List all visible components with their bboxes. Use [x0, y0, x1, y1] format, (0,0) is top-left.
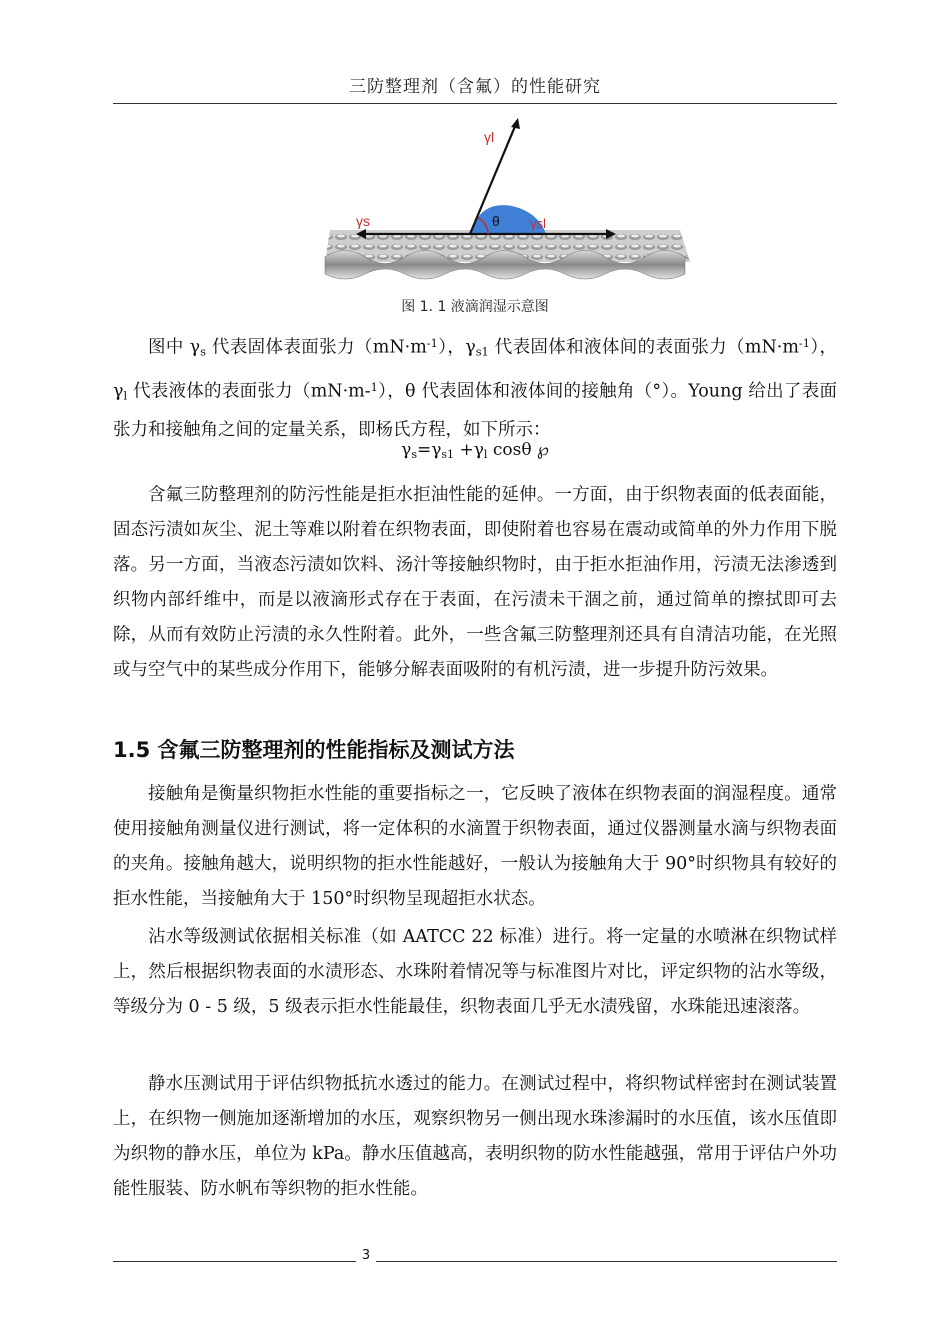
droplet-wetting-diagram: [320, 112, 700, 292]
section-heading: 1.5 含氟三防整理剂的性能指标及测试方法: [113, 738, 515, 762]
header-divider: [113, 103, 837, 104]
young-equation: $\gamma_s=\gamma_{s1} +\gamma_l$ cosθ ℘: [401, 440, 549, 461]
page-number: 3: [356, 1248, 376, 1263]
label-gamma-sl: γsl: [530, 216, 546, 231]
paragraph-hydrostatic: 静水压测试用于评估织物抵抗水透过的能力。在测试过程中，将织物试样密封在测试装置上，在织物一侧施加逐渐增加的水压，观察织物另一侧出现水珠渗漏时的水压值，该水压值即为织物的静水压，单位为 kPa。静水压值越高，表明织物的防水性能越强，常用于评估户外功能性服装、防水帆布等织物的拒水性能。: [113, 1074, 837, 1199]
footer-divider: [113, 1261, 837, 1262]
page-header-title: 三防整理剂（含氟）的性能研究: [349, 77, 601, 97]
label-theta: θ: [492, 213, 500, 229]
label-gamma-l: γl: [484, 129, 495, 145]
paragraph-antifouling: 含氟三防整理剂的防污性能是拒水拒油性能的延伸。一方面，由于织物表面的低表面能，固态污渍如灰尘、泥土等难以附着在织物表面，即使附着也容易在震动或简单的外力作用下脱落。另一方面，当液态污渍如饮料、汤汁等接触织物时，由于拒水拒油作用，污渍无法渗透到织物内部纤维中，而是以液滴形式存在于表面，在污渍未干涸之前，通过简单的擦拭即可去除，从而有效防止污渍的永久性附着。此外，一些含氟三防整理剂还具有自清洁功能，在光照或与空气中的某些成分作用下，能够分解表面吸附的有机污渍，进一步提升防污效果。: [113, 485, 837, 680]
paragraph-contact-angle: 接触角是衡量织物拒水性能的重要指标之一，它反映了液体在织物表面的润湿程度。通常使用接触角测量仪进行测试，将一定体积的水滴置于织物表面，通过仪器测量水滴与织物表面的夹角。接触角越大，说明织物的拒水性能越好，一般认为接触角大于 90°时织物具有较好的拒水性能，当接触角大于 150°时织物呈现超拒水状态。: [113, 784, 837, 909]
paragraph-spray-rating: 沾水等级测试依据相关标准（如 AATCC 22 标准）进行。将一定量的水喷淋在织物试样上，然后根据织物表面的水渍形态、水珠附着情况等与标准图片对比，评定织物的沾水等级，等级分为 0 - 5 级，5 级表示拒水性能最佳，织物表面几乎无水渍残留，水珠能迅速滚落。: [113, 927, 837, 1017]
label-gamma-s: γs: [356, 213, 370, 229]
woven-fabric-surface: [325, 230, 690, 279]
paragraph-symbols: 图中 $\gamma_s$ 代表固体表面张力$(mN\cdot m^{-1})$，$\gamma_{s1}$ 代表固体和液体间的表面张力$(mN\cdot m^{-1})$，$\gamma_l$ 代表液体的表面张力（mN·m-$^1$），θ 代表固体和液体间的接触角（°）。Young 给出了表面张力和接触角之间的定量关系，即杨氏方程，如下所示：: [113, 336, 837, 441]
figure-caption: 图 1. 1 液滴润湿示意图: [401, 299, 549, 315]
